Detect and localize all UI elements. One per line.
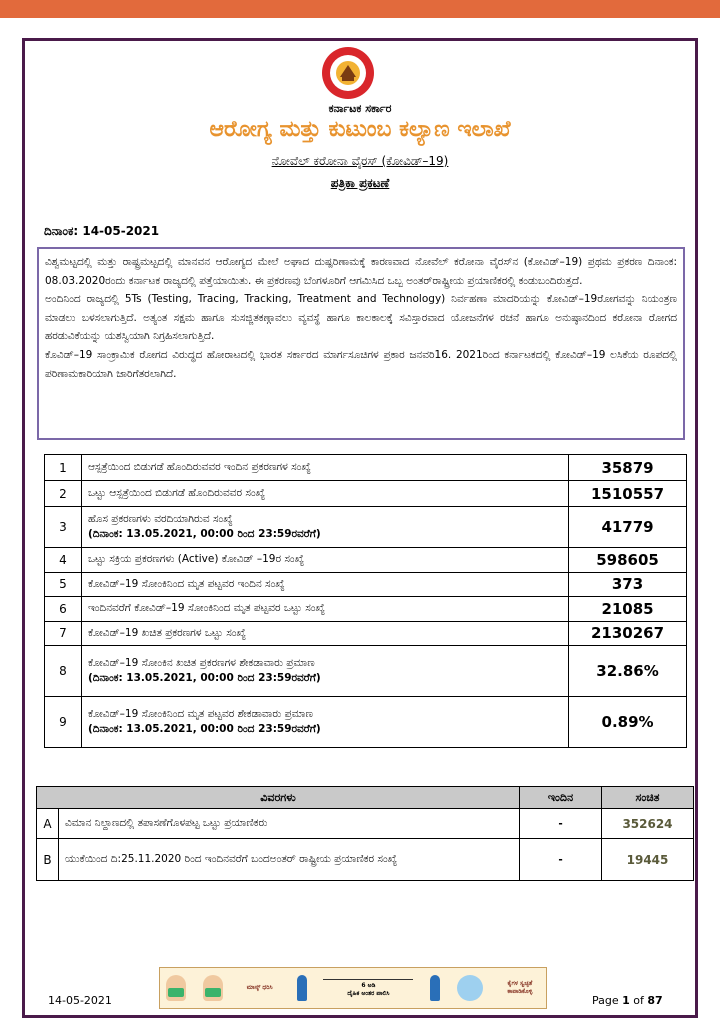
row-cumulative: 352624 xyxy=(602,809,694,839)
table-row xyxy=(45,455,687,481)
row-today: - xyxy=(520,839,602,881)
row-value: 21085 xyxy=(569,597,687,622)
row-number: 7 xyxy=(45,621,82,646)
row-value: 35879 xyxy=(569,455,687,481)
mask-label: ಮಾಸ್ಕ್ ಧರಿಸಿ xyxy=(246,984,273,991)
release-date: ದಿನಾಂಕ: 14-05-2021 xyxy=(44,224,160,238)
row-value: 32.86% xyxy=(569,646,687,697)
table-row xyxy=(37,839,694,881)
person-icon xyxy=(430,975,440,1001)
row-number: 4 xyxy=(45,548,82,573)
table-row xyxy=(45,481,687,507)
row-date-range: (ದಿನಾಂಕ: 13.05.2021, 00:00 ರಿಂದ 23:59ರವರೆಗೆ) xyxy=(87,672,321,684)
document-subtitle: ನೋವೆಲ್ ಕರೋನಾ ವೈರಸ್ (ಕೋವಿಡ್–19) xyxy=(271,154,449,168)
row-description: ಕೋವಿಡ್–19 ಸೋಂಕಿನಿಂದ ಮೃತ ಪಟ್ಟವರ ಇಂದಿನ ಸಂಖ್ಯೆ xyxy=(81,572,568,597)
row-value: 41779 xyxy=(569,507,687,548)
table-row xyxy=(45,548,687,573)
government-name: ಕರ್ನಾಟಕ ಸರ್ಕಾರ xyxy=(328,102,392,115)
intro-paragraph-2: ಅಂದಿನಿಂದ ರಾಜ್ಯದಲ್ಲಿ 5Ts (Testing, Tracing, Tracking, Treatment and Technology) ನಿರ್ವಹಣಾ ಮಾದರಿಯನ್ನು ಕೋವಿಡ್–19ರೋಗವನ್ನು ನಿಯಂತ್ರಣ ಮಾಡಲು ಬಳಸಲಾಗುತ್ತಿದೆ. ಅತ್ಯಂತ ಸಕ್ಷಮ ಹಾಗೂ ಸುಸಜ್ಜಿತಕಣ್ಗಾವಲು ವ್ಯವಸ್ಥೆ ಹಾಗೂ ಕಾಲಕಾಲಕ್ಕೆ ಸವಿಸ್ತಾರವಾದ ಯೋಜನೆಗಳ ರಚನೆ ಹಾಗೂ ಅನುಷ್ಠಾನದಿಂದ ಕರೋನಾ ರೋಗದ ಹರಡುವಿಕೆಯನ್ನು ಯಶಸ್ವಿಯಾಗಿ ನಿಗ್ರಹಿಸಲಾಗುತ್ತಿದೆ. xyxy=(45,293,677,343)
page-prefix: Page xyxy=(592,994,619,1007)
row-description-text: ಕೋವಿಡ್–19 ಸೋಂಕಿನ ಖಚಿತ ಪ್ರಕರಣಗಳ ಶೇಕಡಾವಾರು ಪ್ರಮಾಣ xyxy=(87,657,315,669)
top-accent-bar xyxy=(0,0,720,18)
row-description: ವಿಮಾನ ನಿಲ್ದಾಣದಲ್ಲಿ ತಪಾಸಣೆಗೊಳಪಟ್ಟ ಒಟ್ಟು ಪ್ರಯಾಣಿಕರು xyxy=(59,809,520,839)
row-number: 3 xyxy=(45,507,82,548)
row-description: ಒಟ್ಟು ಸಕ್ರಿಯ ಪ್ರಕರಣಗಳು (Active) ಕೋವಿಡ್ –19ರ ಸಂಖ್ಯೆ xyxy=(81,548,568,573)
masked-face-icon xyxy=(203,975,223,1001)
covid-safety-banner xyxy=(159,967,547,1009)
hand-wash-icon xyxy=(457,975,483,1001)
table-row xyxy=(45,621,687,646)
person-icon xyxy=(297,975,307,1001)
distance-block xyxy=(323,979,413,998)
row-description xyxy=(81,697,568,748)
karnataka-emblem-icon xyxy=(312,45,384,101)
row-number: 8 xyxy=(45,646,82,697)
masked-face-icon xyxy=(166,975,186,1001)
row-date-range: (ದಿನಾಂಕ: 13.05.2021, 00:00 ರಿಂದ 23:59ರವರೆಗೆ) xyxy=(87,723,321,735)
department-title: ಆರೋಗ್ಯ ಮತ್ತು ಕುಟುಂಬ ಕಲ್ಯಾಣ ಇಲಾಖೆ xyxy=(209,117,511,142)
row-description-text: ಹೊಸ ಪ್ರಕರಣಗಳು ವರದಿಯಾಗಿರುವ ಸಂಖ್ಯೆ xyxy=(87,513,233,525)
page-of: of xyxy=(633,994,644,1007)
table-row xyxy=(45,697,687,748)
row-description: ಆಸ್ಪತ್ರೆಯಿಂದ ಬಿಡುಗಡೆ ಹೊಂದಿರುವವರ ಇಂದಿನ ಪ್ರಕರಣಗಳ ಸಂಖ್ಯೆ xyxy=(81,455,568,481)
row-value: 0.89% xyxy=(569,697,687,748)
distance-label: ದೈಹಿಕ ಅಂತರ ಪಾಲಿಸಿ xyxy=(347,989,390,997)
table-row xyxy=(45,646,687,697)
header-cumulative: ಸಂಚಿತ xyxy=(602,787,694,809)
row-number: 6 xyxy=(45,597,82,622)
row-description: ಕೋವಿಡ್–19 ಖಚಿತ ಪ್ರಕರಣಗಳ ಒಟ್ಟು ಸಂಖ್ಯೆ xyxy=(81,621,568,646)
page-number: 1 xyxy=(622,994,630,1007)
row-letter: B xyxy=(37,839,59,881)
row-value: 598605 xyxy=(569,548,687,573)
header-details: ವಿವರಗಳು xyxy=(37,787,520,809)
row-description xyxy=(81,507,568,548)
row-description-text: ಕೋವಿಡ್–19 ಸೋಂಕಿನಿಂದ ಮೃತ ಪಟ್ಟವರ ಶೇಕಡಾವಾರು ಪ್ರಮಾಣ xyxy=(87,708,313,720)
row-value: 373 xyxy=(569,572,687,597)
table-header-row xyxy=(37,787,694,809)
page-indicator xyxy=(592,994,663,1007)
row-number: 5 xyxy=(45,572,82,597)
intro-text-box xyxy=(37,247,685,440)
row-cumulative: 19445 xyxy=(602,839,694,881)
intro-paragraph-1: ವಿಶ್ವಮಟ್ಟದಲ್ಲಿ ಮತ್ತು ರಾಷ್ಟ್ರಮಟ್ಟದಲ್ಲಿ ಮಾನವನ ಆರೋಗ್ಯದ ಮೇಲೆ ಅಘಾದ ದುಷ್ಪರಿಣಾಮಕ್ಕೆ ಕಾರಣವಾದ ನೋವೆಲ್ ಕರೋನಾ ವೈರಸ್‌ನ (ಕೋವಿಡ್–19) ಪ್ರಥಮ ಪ್ರಕರಣ ದಿನಾಂಕ: 08.03.2020ರಂದು ಕರ್ನಾಟಕ ರಾಜ್ಯದಲ್ಲಿ ಪತ್ತೆಯಾಯಿತು. ಈ ಪ್ರಕರಣವು ಬೆಂಗಳೂರಿಗೆ ಆಗಮಿಸಿದ ಒಬ್ಬ ಅಂತರ್‌ರಾಷ್ಟ್ರೀಯ ಪ್ರಯಾಣಿಕರಲ್ಲಿ ಕಂಡುಬಂದಿರುತ್ತದೆ. xyxy=(45,256,677,287)
row-number: 2 xyxy=(45,481,82,507)
table-row xyxy=(45,572,687,597)
distance-value: 6 ಅಡಿ xyxy=(361,981,376,989)
press-release-heading: ಪತ್ರಿಕಾ ಪ್ರಕಟಣೆ xyxy=(330,176,390,190)
passenger-details-table xyxy=(36,786,694,881)
footer-date: 14-05-2021 xyxy=(48,994,112,1007)
table-row xyxy=(45,597,687,622)
covid-stats-table xyxy=(44,454,687,748)
row-description: ಯುಕೆಯಿಂದ ದಿ:25.11.2020 ರಿಂದ ಇಂದಿನವರೆಗೆ ಬಂದಅಂತರ್ ರಾಷ್ಟ್ರೀಯ ಪ್ರಯಾಣಿಕರ ಸಂಖ್ಯೆ xyxy=(59,839,520,881)
table-row xyxy=(45,507,687,548)
table-row xyxy=(37,809,694,839)
page-total: 87 xyxy=(647,994,663,1007)
row-letter: A xyxy=(37,809,59,839)
row-today: - xyxy=(520,809,602,839)
row-number: 9 xyxy=(45,697,82,748)
row-description: ಇಂದಿನವರೆಗೆ ಕೋವಿಡ್–19 ಸೋಂಕಿನಿಂದ ಮೃತ ಪಟ್ಟವರ ಒಟ್ಟು ಸಂಖ್ಯೆ xyxy=(81,597,568,622)
row-number: 1 xyxy=(45,455,82,481)
hand-wash-label: ಕೈಗಳ ಸ್ವಚ್ಛತೆ ಕಾಪಾಡಿಕೊಳ್ಳಿ xyxy=(507,980,533,995)
row-date-range: (ದಿನಾಂಕ: 13.05.2021, 00:00 ರಿಂದ 23:59ರವರೆಗೆ) xyxy=(87,528,321,540)
row-description xyxy=(81,646,568,697)
row-value: 1510557 xyxy=(569,481,687,507)
header-today: ಇಂದಿನ xyxy=(520,787,602,809)
row-value: 2130267 xyxy=(569,621,687,646)
row-description: ಒಟ್ಟು ಆಸ್ಪತ್ರೆಯಿಂದ ಬಿಡುಗಡೆ ಹೊಂದಿರುವವರ ಸಂಖ್ಯೆ xyxy=(81,481,568,507)
intro-paragraph-3: ಕೊವಿಡ್–19 ಸಾಂಕ್ರಾಮಿಕ ರೋಗದ ವಿರುದ್ಧದ ಹೋರಾಟದಲ್ಲಿ ಭಾರತ ಸರ್ಕಾರದ ಮಾರ್ಗಸೂಚಿಗಳ ಪ್ರಕಾರ ಜನವರಿ16. 2021ರಿಂದ ಕರ್ನಾಟಕದಲ್ಲಿ ಕೋವಿಡ್–19 ಲಸಿಕೆಯ ರೂಪದಲ್ಲಿ ಪರಿಣಾಮಕಾರಿಯಾಗಿ ಜಾರಿಗೆತರಲಾಗಿದೆ. xyxy=(45,348,677,380)
